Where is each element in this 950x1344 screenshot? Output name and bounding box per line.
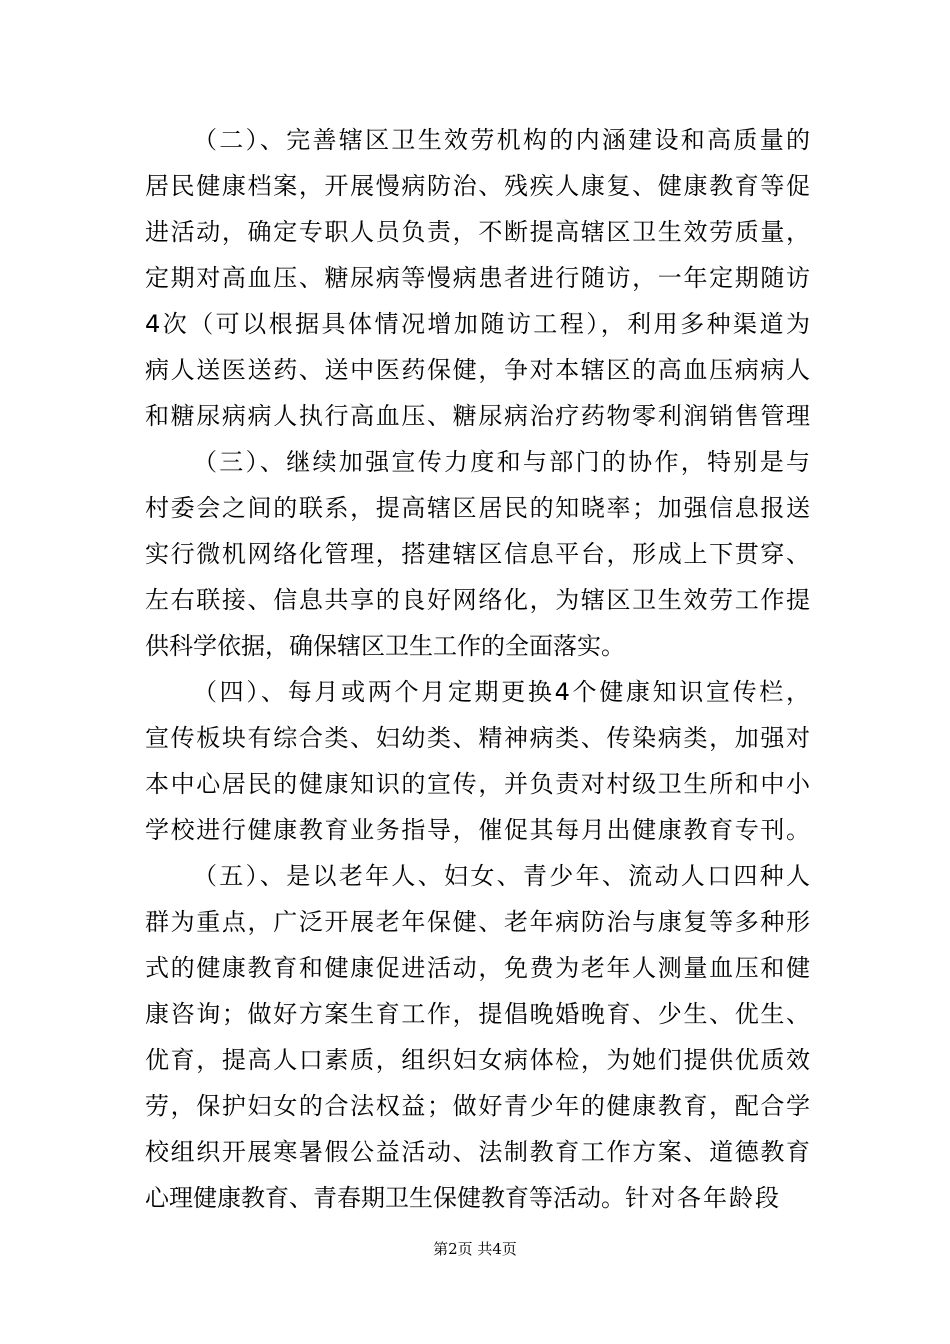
paragraph-3-line: 村委会之间的联系，提高辖区居民的知晓率；加强信息报送: [145, 494, 810, 522]
page-number-footer: 第2页 共4页: [433, 1240, 517, 1258]
paragraph-4-line: 宣传板块有综合类、妇幼类、精神病类、传染病类，加强对: [145, 724, 810, 752]
paragraph-3-line: 供科学依据，确保辖区卫生工作的全面落实。: [145, 632, 625, 660]
paragraph-4-line: 学校进行健康教育业务指导，催促其每月出健康教育专刊。: [145, 816, 810, 844]
paragraph-5-line: （五）、是以老年人、妇女、青少年、流动人口四种人: [193, 862, 810, 890]
paragraph-5-line: 优育，提高人口素质，组织妇女病体检，为她们提供优质效: [145, 1046, 810, 1074]
paragraph-5-line: 康咨询；做好方案生育工作，提倡晚婚晚育、少生、优生、: [145, 1000, 810, 1028]
paragraph-5-line: 劳，保护妇女的合法权益；做好青少年的健康教育，配合学: [145, 1092, 810, 1120]
paragraph-5-last-line: [145, 1182, 810, 1214]
paragraph-5-line: 校组织开展寒暑假公益活动、法制教育工作方案、道德教育: [145, 1138, 810, 1166]
paragraph-2-line: 4次（可以根据具体情况增加随访工程），利用多种渠道为: [145, 310, 810, 338]
paragraph-5-line-tail: 针对各年龄段: [625, 1184, 781, 1212]
paragraph-5-line: 式的健康教育和健康促进活动，免费为老年人测量血压和健: [145, 954, 810, 982]
paragraph-3-line: （三）、继续加强宣传力度和与部门的协作，特别是与: [193, 448, 810, 476]
paragraph-2-line: 进活动，确定专职人员负责，不断提高辖区卫生效劳质量，: [145, 218, 810, 246]
paragraph-2-line: 和糖尿病病人执行高血压、糖尿病治疗药物零利润销售管理: [145, 402, 810, 430]
paragraph-3-line: 实行微机网络化管理，搭建辖区信息平台，形成上下贯穿、: [145, 540, 810, 568]
paragraph-4-line: （四）、每月或两个月定期更换4个健康知识宣传栏，: [193, 678, 810, 706]
paragraph-2-line: 居民健康档案，开展慢病防治、残疾人康复、健康教育等促: [145, 172, 810, 200]
paragraph-5-line: 群为重点，广泛开展老年保健、老年病防治与康复等多种形: [145, 908, 810, 936]
paragraph-2-line: （二）、完善辖区卫生效劳机构的内涵建设和高质量的: [193, 126, 810, 154]
paragraph-2-line: 定期对高血压、糖尿病等慢病患者进行随访，一年定期随访: [145, 264, 810, 292]
paragraph-3-line: 左右联接、信息共享的良好网络化，为辖区卫生效劳工作提: [145, 586, 810, 614]
paragraph-5-line-text: 心理健康教育、青春期卫生保健教育等活动。: [145, 1184, 625, 1212]
paragraph-2-line: 病人送医送药、送中医药保健，争对本辖区的高血压病病人: [145, 356, 810, 384]
paragraph-4-line: 本中心居民的健康知识的宣传，并负责对村级卫生所和中小: [145, 770, 810, 798]
